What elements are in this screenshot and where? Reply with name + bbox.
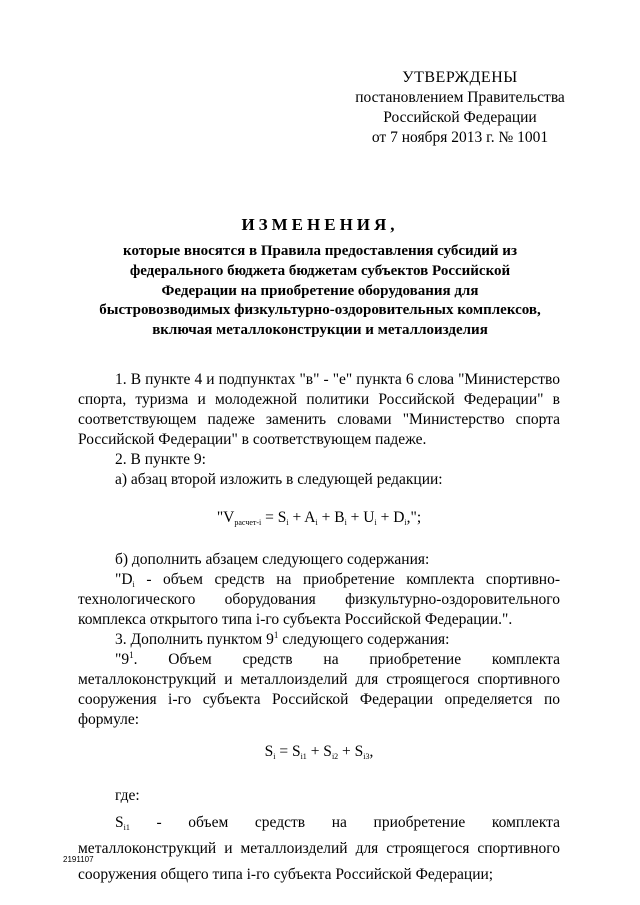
- paragraph-item-3: 3. Дополнить пунктом $9^1$ следующего содержания:: [115, 630, 450, 648]
- approval-line: постановлением Правительства: [355, 89, 565, 106]
- paragraph-where: где:: [115, 787, 140, 804]
- approval-block: [330, 68, 590, 148]
- approval-heading: УТВЕРЖДЕНЫ: [402, 69, 518, 86]
- formula-v-raschet: "$V_{расчет-i} = S_i + A_i + B_i + U_i + D_i$,";: [216, 509, 422, 527]
- paragraph-item-1: 1. В пункте 4 и подпунктах "в" - "е" пункта 6 слова "Министерство спорта, туризма и молодежной политики Российской Федерации" в соответствующем падеже заменить словами "Министерство спорта Российской Федерации" в соответствующем падеже.: [78, 371, 560, 448]
- paragraph-item-2b: б) дополнить абзацем следующего содержания:: [115, 551, 430, 568]
- paragraph-item-2: 2. В пункте 9:: [115, 451, 206, 468]
- document-subtitle: которые вносятся в Правила предоставления субсидий из федерального бюджета бюджетам субъектов Российской Федерации на приобретение оборудования для быстровозводимых физкультурно-оздоровительных комплексов, включая металлоконструкции и металлоизделия: [99, 243, 541, 339]
- approval-line: Российской Федерации: [383, 109, 537, 126]
- document-title: ИЗМЕНЕНИЯ,: [241, 215, 399, 234]
- paragraph-definition-si1: $S_{i1}$ - объем средств на приобретение комплекта металлоконструкций и металлоизделий для строящегося спортивного сооружения общего типа i-го субъекта Российской Федерации;: [78, 814, 560, 883]
- approval-date: от 7 ноября 2013 г. № 1001: [371, 129, 549, 146]
- document-body: [78, 370, 560, 888]
- paragraph-item-9-1: "$9^1$. Объем средств на приобретение комплекта металлоконструкций и металлоизделий для строящегося спортивного сооружения i-го субъекта Российской Федерации определяется по формуле:: [78, 650, 560, 728]
- document-code: 2191107: [63, 855, 94, 864]
- formula-s-i: $S_i = S_{i1} + S_{i2} + S_{i3}$,: [264, 743, 374, 761]
- paragraph-definition-d: "$D_i$ - объем средств на приобретение комплекта спортивно-технологического оборудования физкультурно-оздоровительного комплекса открытого типа i-го субъекта Российской Федерации.".: [78, 571, 560, 628]
- paragraph-item-2a: а) абзац второй изложить в следующей редакции:: [115, 471, 443, 488]
